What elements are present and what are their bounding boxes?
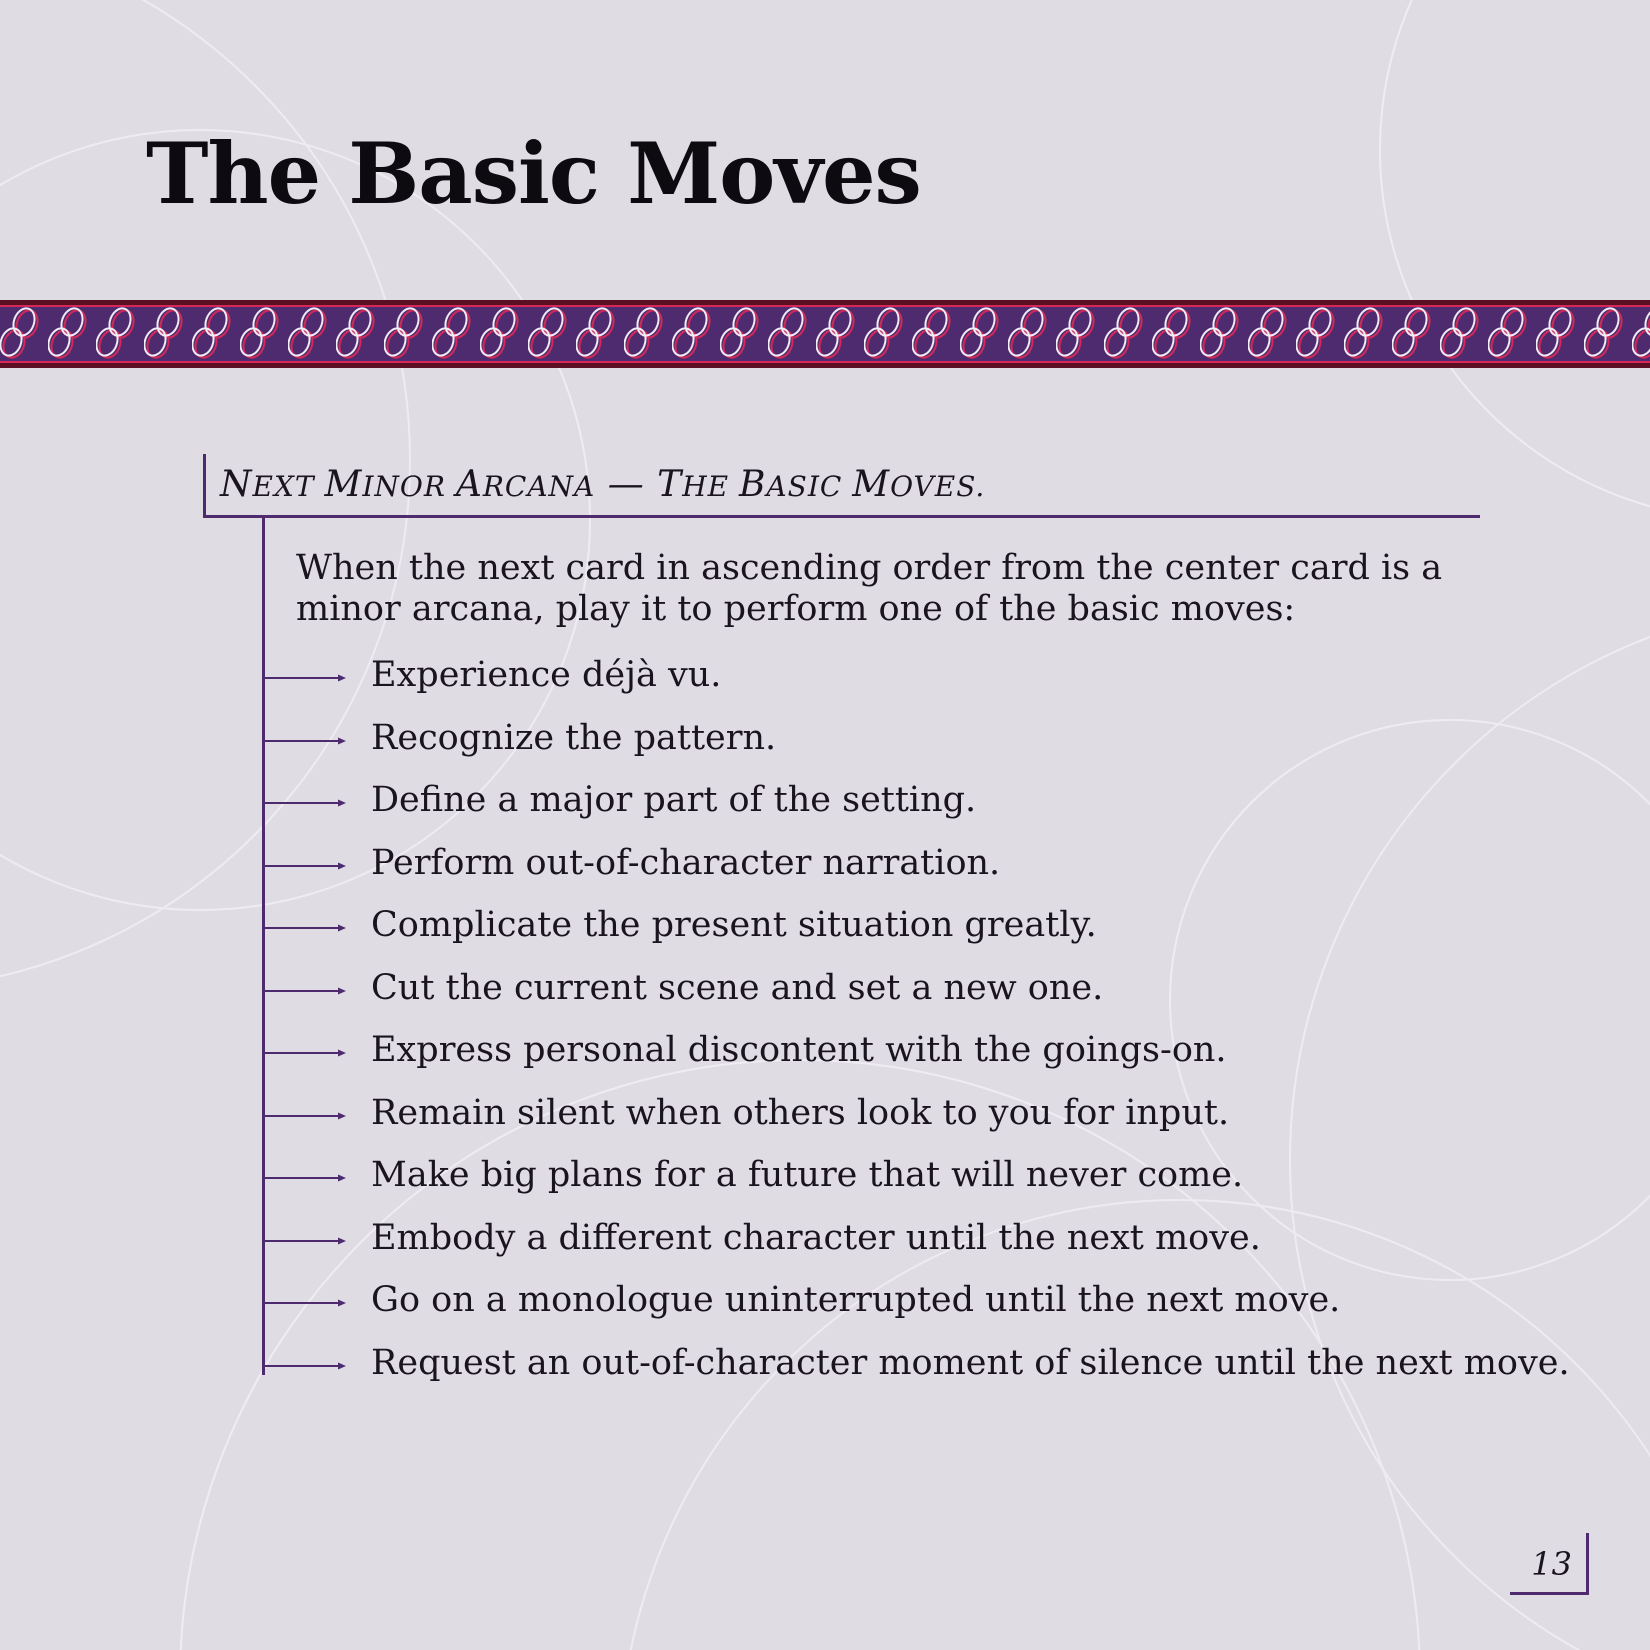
arrow-right-icon [262,923,346,933]
move-text: Perform out-of-character narration. [371,842,1001,883]
list-item [262,1019,1562,1082]
list-item [262,707,1562,770]
list-item [262,1207,1562,1270]
list-item [262,894,1562,957]
basic-moves-list [262,644,1570,1394]
arrow-right-icon [262,1173,346,1183]
move-text: Cut the current scene and set a new one. [371,967,1104,1008]
arrow-right-icon [262,861,346,871]
arrow-right-icon [262,736,346,746]
move-text: Experience déjà vu. [371,655,722,695]
list-item [262,644,1562,707]
section-heading [203,454,1480,518]
page-number: 13 [1531,1545,1572,1583]
page-title: The Basic Moves [146,124,921,223]
arrow-right-icon [262,673,346,683]
move-text: Go on a monologue uninterrupted until the next move. [371,1280,1341,1320]
arrow-right-icon [262,1236,346,1246]
arrow-right-icon [262,1048,346,1058]
list-item [262,957,1562,1020]
move-text: Express personal discontent with the goings-on. [371,1030,1227,1070]
move-text: Embody a different character until the next move. [371,1217,1261,1258]
intro-paragraph: When the next card in ascending order from the center card is a minor arcana, play it to perform one of the basic moves: [296,548,1443,629]
list-item [262,769,1562,832]
move-text: Remain silent when others look to you for input. [371,1092,1230,1133]
arrow-right-icon [262,1361,346,1371]
move-text: Complicate the present situation greatly. [371,905,1097,945]
list-item [262,1269,1562,1332]
list-item [262,1082,1562,1145]
arrow-right-icon [262,1111,346,1121]
move-text: Make big plans for a future that will never come. [371,1155,1244,1195]
arrow-right-icon [262,798,346,808]
decorative-banner [0,300,1650,368]
list-item [262,832,1562,895]
list-item [262,1332,1570,1395]
page-number-frame [1510,1533,1589,1595]
arrow-right-icon [262,986,346,996]
move-text: Define a major part of the setting. [371,780,977,820]
move-text: Request an out-of-character moment of silence until the next move. [371,1342,1570,1383]
move-text: Recognize the pattern. [371,717,777,758]
arrow-right-icon [262,1298,346,1308]
list-item [262,1144,1562,1207]
section-heading-text: NEXT MINOR ARCANA — THE BASIC MOVES. [220,464,986,505]
